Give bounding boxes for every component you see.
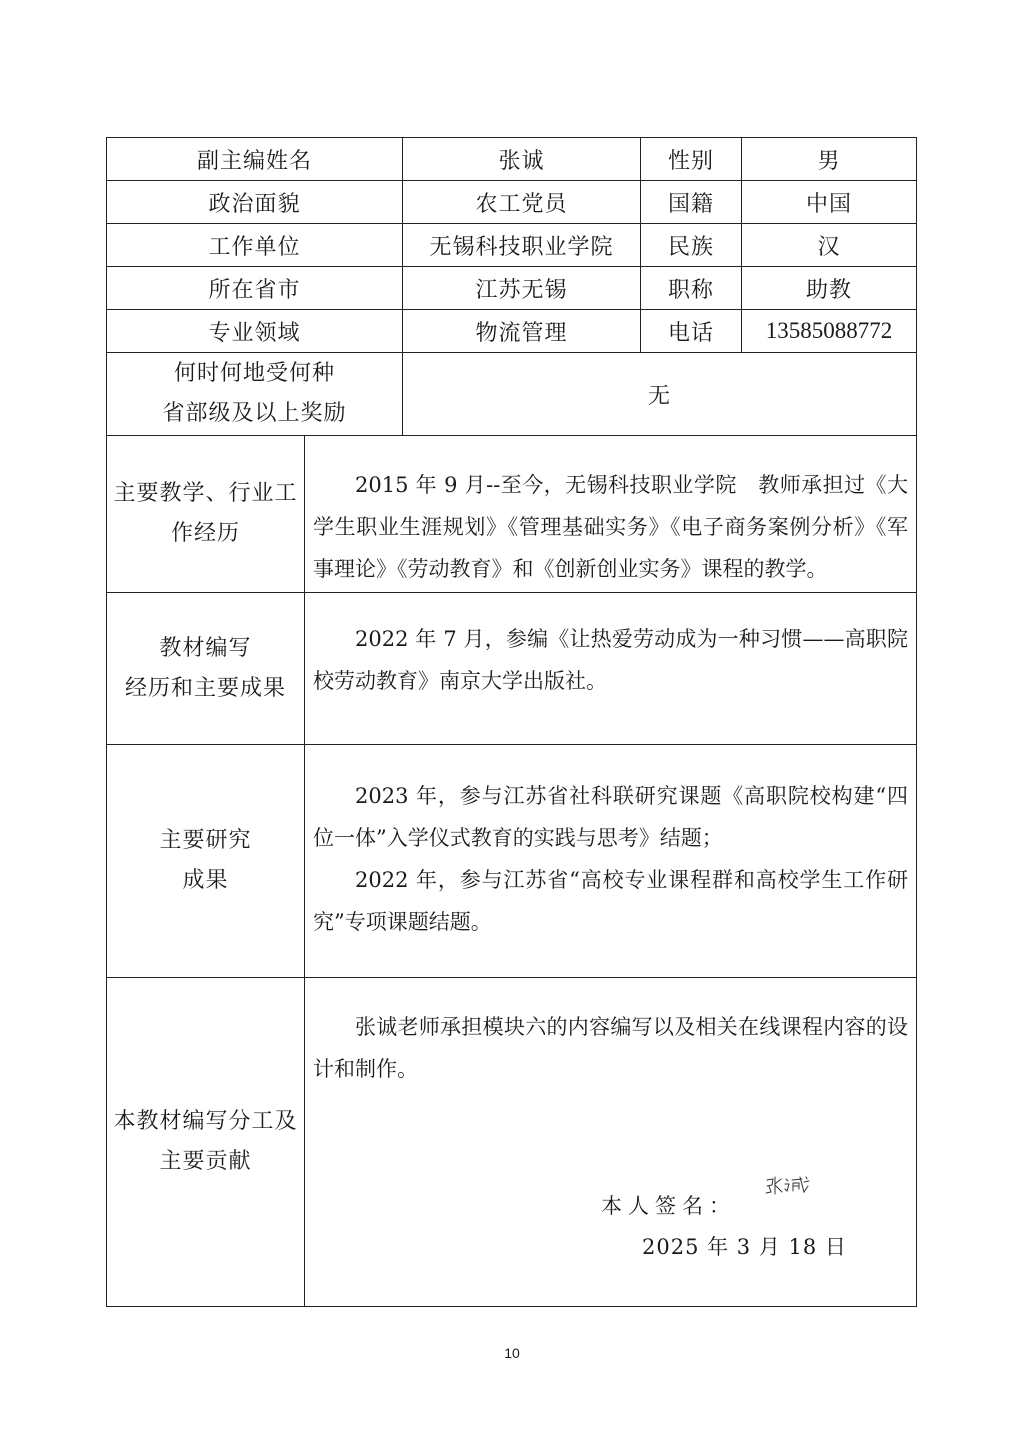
page-number: 10 [504, 1345, 520, 1361]
value-political: 农工党员 [403, 181, 641, 224]
value-name: 张诚 [403, 138, 641, 181]
value-workplace: 无锡科技职业学院 [403, 224, 641, 267]
research-text-2: 2022 年，参与江苏省“高校专业课程群和高校学生工作研究”专项课题结题。 [313, 868, 908, 934]
label-awards-line2: 省部级及以上奖励 [162, 401, 347, 426]
value-ethnicity: 汉 [742, 224, 916, 267]
label-research [107, 745, 305, 978]
label-ethnicity: 民族 [641, 224, 742, 267]
label-gender: 性别 [641, 138, 742, 181]
label-name: 副主编姓名 [107, 138, 403, 181]
label-awards [107, 353, 403, 436]
textbook-text-cell [305, 593, 916, 745]
info-table [106, 137, 917, 1307]
value-awards: 无 [403, 353, 916, 436]
value-gender: 男 [742, 138, 916, 181]
label-contribution [107, 978, 305, 1306]
value-province: 江苏无锡 [403, 267, 641, 310]
label-contribution-line1: 本教材编写分工及 [113, 1109, 298, 1134]
sign-date: 2025 年 3 月 18 日 [642, 1235, 847, 1259]
label-awards-line1: 何时何地受何种 [173, 361, 335, 386]
label-nationality: 国籍 [641, 181, 742, 224]
experience-text: 2015 年 9 月--至今，无锡科技职业学院 教师承担过《大学生职业生涯规划》《管理基础实务》《电子商务案例分析》《军事理论》《劳动教育》和《创新创业实务》课程的教学。 [313, 473, 908, 581]
research-text-cell [305, 745, 916, 978]
label-experience-line1: 主要教学、行业工 [113, 481, 298, 506]
label-title: 职称 [641, 267, 742, 310]
label-province: 所在省市 [107, 267, 403, 310]
research-text-1: 2023 年，参与江苏省社科联研究课题《高职院校构建“四位一体”入学仪式教育的实践与思考》结题； [313, 784, 908, 850]
handwritten-signature [764, 1174, 814, 1198]
sign-label: 本人签名： [601, 1194, 736, 1218]
label-textbook-line1: 教材编写 [159, 635, 252, 661]
value-nationality: 中国 [742, 181, 916, 224]
label-research-line2: 成果 [182, 868, 229, 893]
textbook-text: 2022 年 7 月，参编《让热爱劳动成为一种习惯——高职院校劳动教育》南京大学出版社。 [313, 627, 908, 693]
label-research-line1: 主要研究 [159, 828, 252, 853]
label-textbook [107, 593, 305, 745]
label-experience-line2: 作经历 [170, 521, 240, 546]
label-contribution-line2: 主要贡献 [159, 1149, 252, 1174]
contribution-text: 张诚老师承担模块六的内容编写以及相关在线课程内容的设计和制作。 [313, 1015, 908, 1081]
value-field: 物流管理 [403, 310, 641, 353]
label-workplace: 工作单位 [107, 224, 403, 267]
label-field: 专业领域 [107, 310, 403, 353]
value-title: 助教 [742, 267, 916, 310]
experience-text-cell [305, 436, 916, 593]
label-phone: 电话 [641, 310, 742, 353]
label-textbook-line2: 经历和主要成果 [124, 675, 286, 701]
value-phone: 13585088772 [742, 310, 916, 353]
label-experience [107, 436, 305, 593]
label-political: 政治面貌 [107, 181, 403, 224]
